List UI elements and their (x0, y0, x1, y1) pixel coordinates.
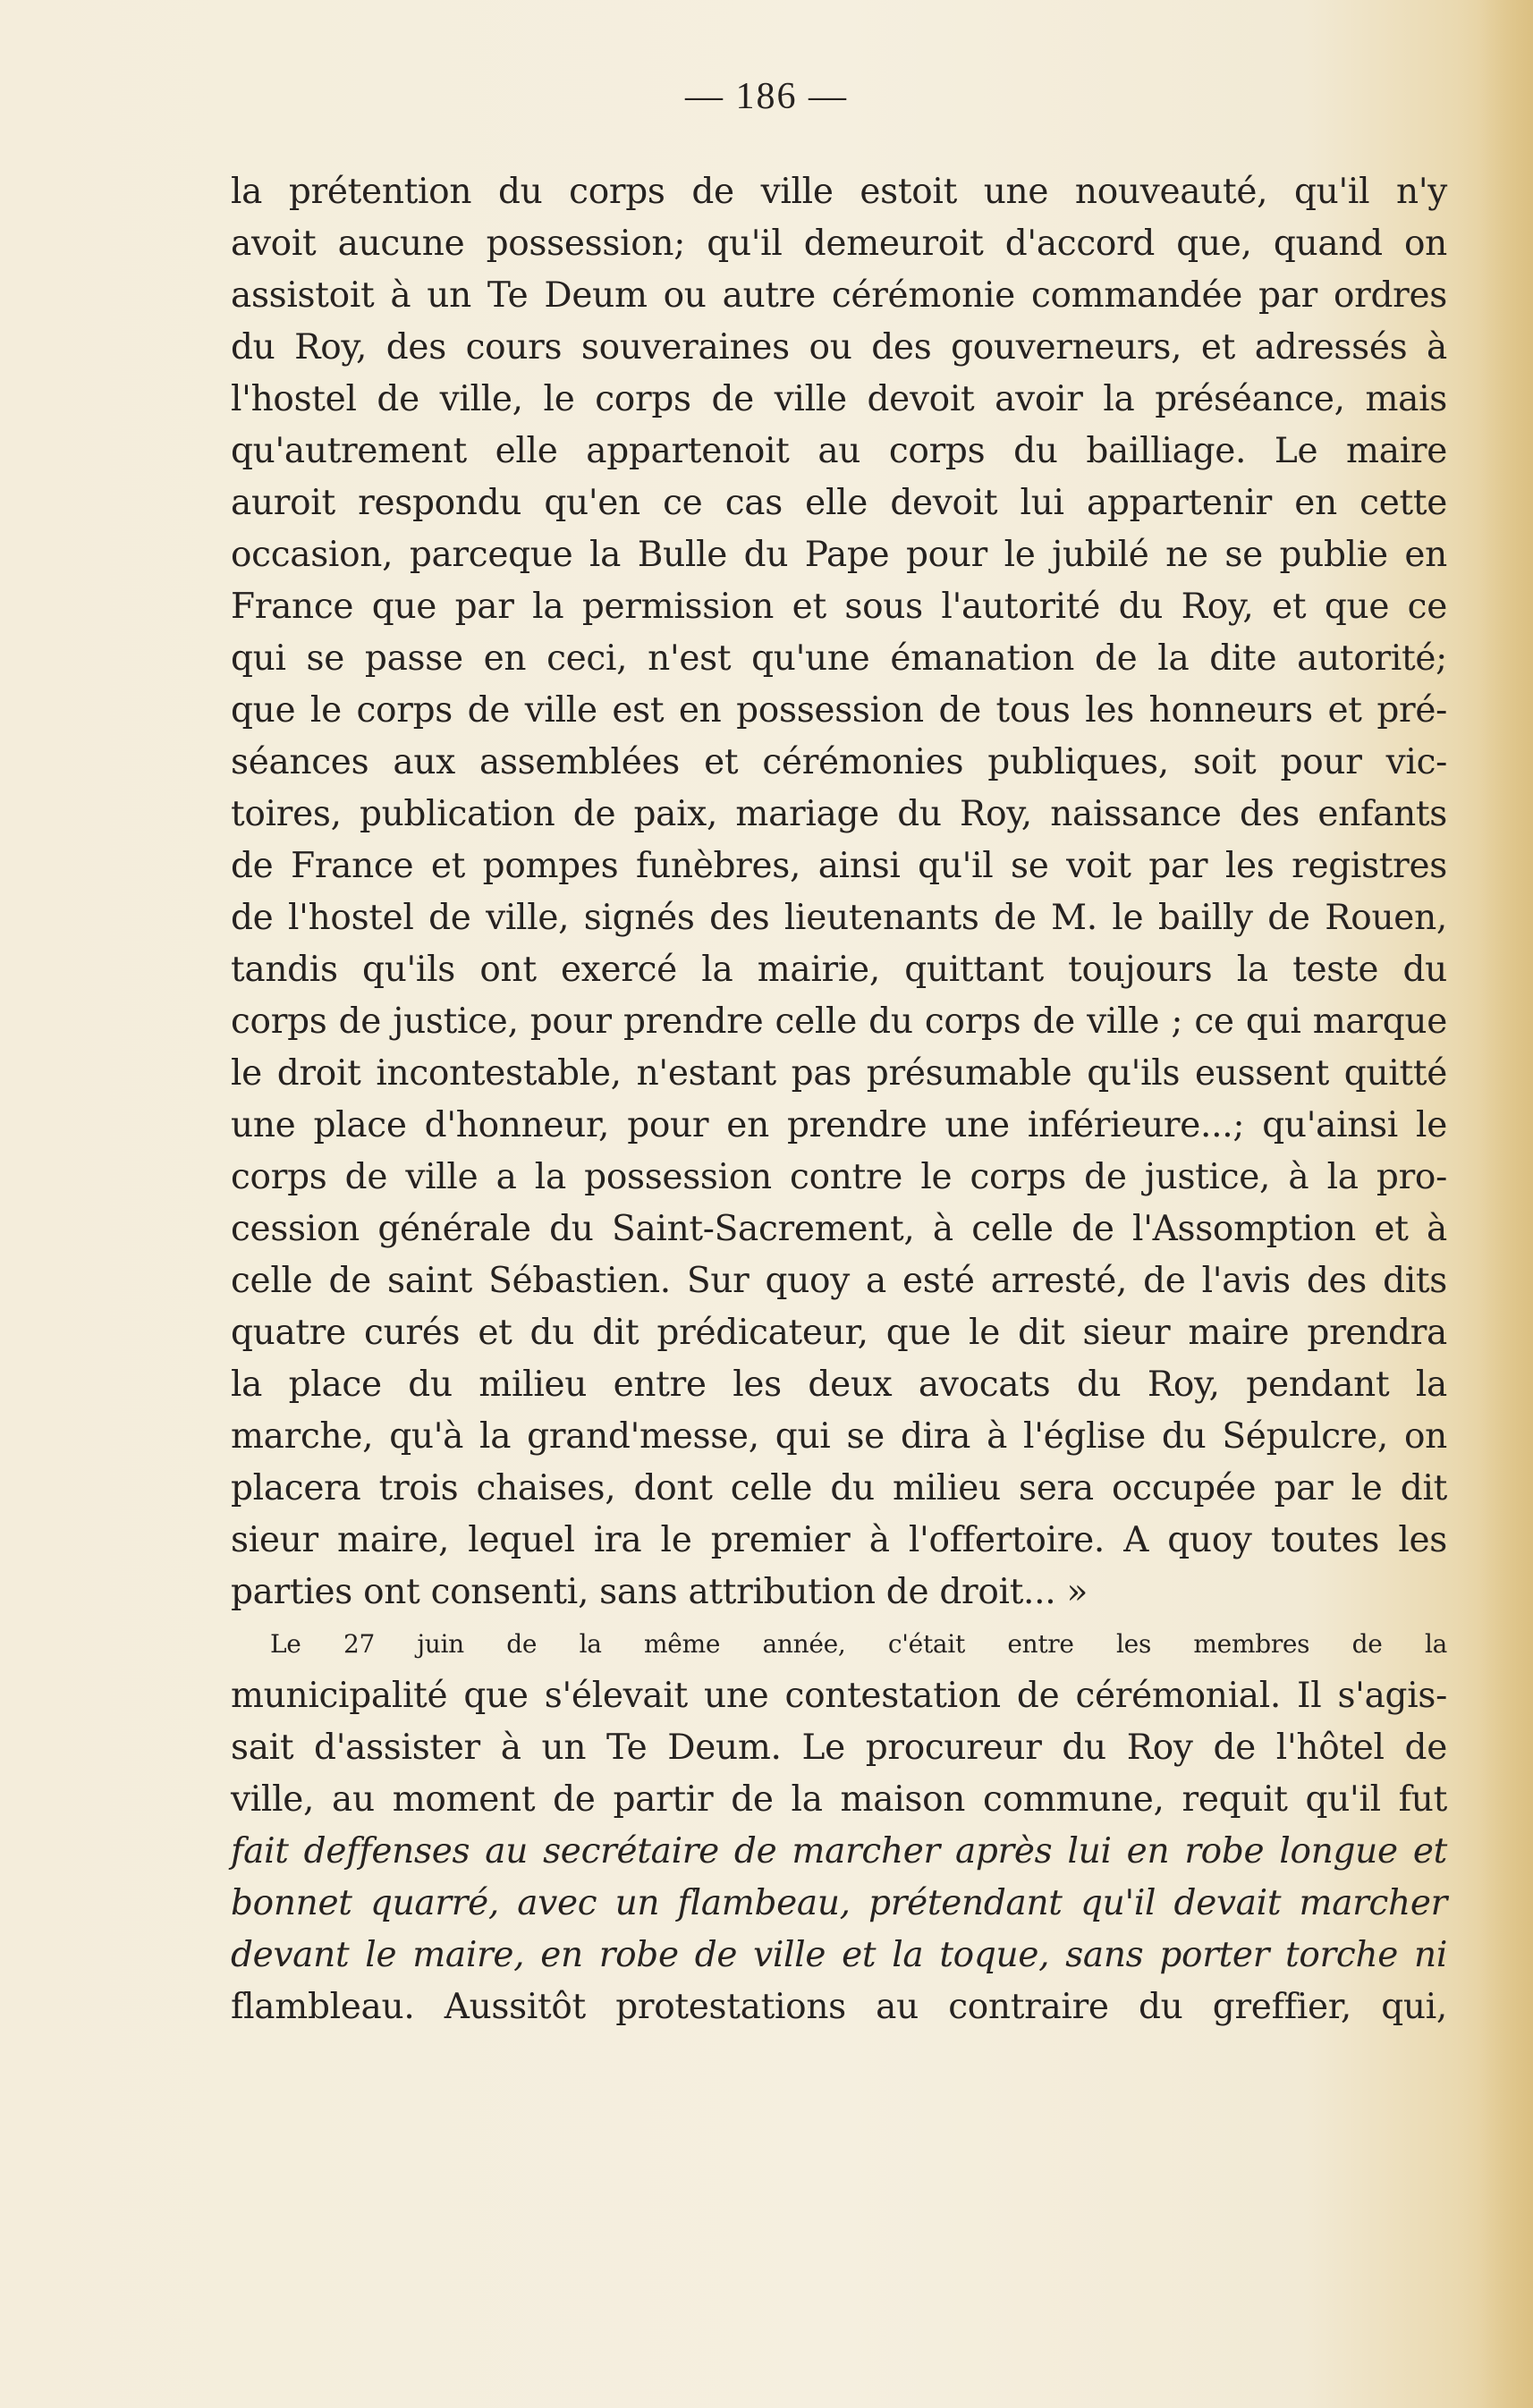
page-edge-shadow (1479, 0, 1533, 2408)
text-line: sait d'assister à un Te Deum. Le procureur du Roy de l'hôtel de (231, 1728, 1447, 1768)
text-line: celle de saint Sébastien. Sur quoy a esté arresté, de l'avis des dits (231, 1261, 1447, 1301)
text-line: tandis qu'ils ont exercé la mairie, quittant toujours la teste du (231, 950, 1447, 990)
text-line: marche, qu'à la grand'messe, qui se dira à l'église du Sépulcre, on (231, 1416, 1447, 1457)
text-line: de l'hostel de ville, signés des lieutenants de M. le bailly de Rouen, (231, 898, 1447, 938)
text-line: que le corps de ville est en possession de tous les honneurs et pré- (231, 690, 1447, 731)
page-number: — 186 — (685, 76, 848, 117)
text-line: municipalité que s'élevait une contestation de cérémonial. Il s'agis- (231, 1676, 1447, 1716)
text-line: placera trois chaises, dont celle du milieu sera occupée par le dit (231, 1468, 1447, 1508)
text-line: occasion, parceque la Bulle du Pape pour le jubilé ne se publie en (231, 535, 1447, 575)
text-line: ville, au moment de partir de la maison commune, requit qu'il fut (231, 1779, 1447, 1820)
text-line: fait deffenses au secrétaire de marcher après lui en robe longue et (231, 1831, 1447, 1871)
text-line: qu'autrement elle appartenoit au corps du bailliage. Le maire (231, 431, 1447, 471)
text-line: du Roy, des cours souveraines ou des gouverneurs, et adressés à (231, 327, 1447, 368)
text-line: France que par la permission et sous l'autorité du Roy, et que ce (231, 587, 1447, 627)
paragraph-start-line: Le 27 juin de la même année, c'était entre les membres de la (270, 1629, 1447, 1659)
text-line: quatre curés et du dit prédicateur, que le dit sieur maire prendra (231, 1313, 1447, 1353)
text-line: bonnet quarré, avec un flambeau, prétendant qu'il devait marcher (231, 1883, 1447, 1923)
text-line: qui se passe en ceci, n'est qu'une émanation de la dite autorité; (231, 638, 1447, 679)
text-line: flambleau. Aussitôt protestations au contraire du greffier, qui, (231, 1987, 1447, 2027)
text-line: auroit respondu qu'en ce cas elle devoit lui appartenir en cette (231, 483, 1447, 523)
text-line: l'hostel de ville, le corps de ville devoit avoir la préséance, mais (231, 379, 1447, 419)
text-line: toires, publication de paix, mariage du Roy, naissance des enfants (231, 794, 1447, 834)
text-line: corps de ville a la possession contre le corps de justice, à la pro- (231, 1157, 1447, 1197)
body-text (231, 166, 1447, 2033)
text-line: sieur maire, lequel ira le premier à l'offertoire. A quoy toutes les (231, 1520, 1447, 1560)
text-line: avoit aucune possession; qu'il demeuroit d'accord que, quand on (231, 224, 1447, 264)
text-line: la prétention du corps de ville estoit une nouveauté, qu'il n'y (231, 172, 1447, 212)
text-line: séances aux assemblées et cérémonies publiques, soit pour vic- (231, 742, 1447, 782)
text-line: une place d'honneur, pour en prendre une inférieure...; qu'ainsi le (231, 1105, 1447, 1145)
text-line: corps de justice, pour prendre celle du corps de ville ; ce qui marque (231, 1001, 1447, 1042)
text-line: assistoit à un Te Deum ou autre cérémonie commandée par ordres (231, 275, 1447, 316)
text-line: cession générale du Saint-Sacrement, à celle de l'Assomption et à (231, 1209, 1447, 1249)
text-line: le droit incontestable, n'estant pas présumable qu'ils eussent quitté (231, 1053, 1447, 1094)
text-line: de France et pompes funèbres, ainsi qu'il se voit par les registres (231, 846, 1447, 886)
text-line: devant le maire, en robe de ville et la toque, sans porter torche ni (231, 1935, 1447, 1975)
text-line: la place du milieu entre les deux avocats du Roy, pendant la (231, 1365, 1447, 1405)
text-line: parties ont consenti, sans attribution de droit... » (231, 1572, 1088, 1612)
